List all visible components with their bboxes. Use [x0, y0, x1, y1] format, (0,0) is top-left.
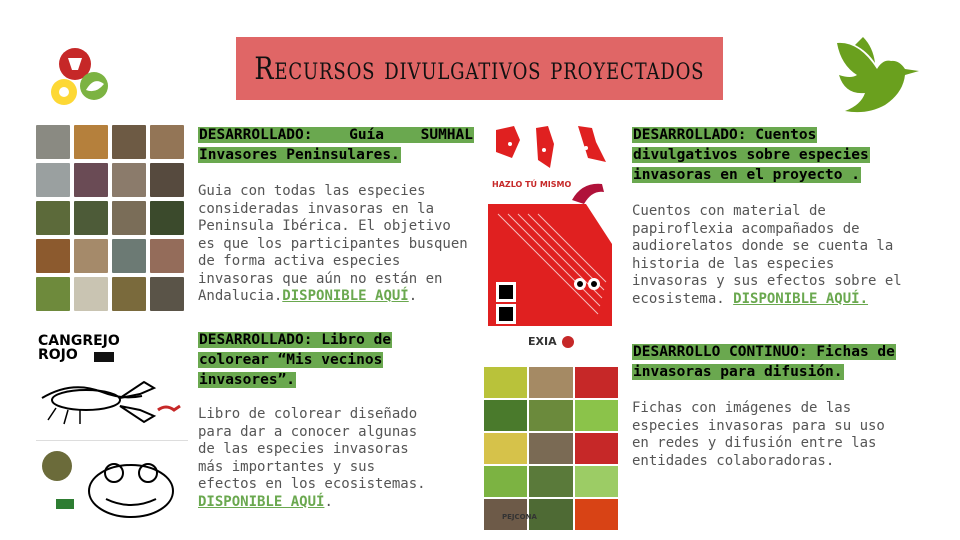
species-thumbnail	[36, 125, 70, 159]
stories-download-link[interactable]: DISPONIBLE AQUÍ.	[733, 290, 869, 307]
toad-drawing	[76, 447, 186, 527]
species-thumbnail	[74, 125, 108, 159]
species-thumbnail	[150, 277, 184, 311]
ficha-card	[529, 433, 572, 464]
section-body: Guia con todas las especies consideradas invasoras en la Peninsula Ibérica. El objetivo es que los participantes busquen de forma activa especies invasoras que aún no están en Andalucia.DISPONIBLE AQUÍ.	[198, 183, 468, 304]
ficha-card	[575, 499, 618, 530]
section-heading: DESARROLLO CONTINUO: Fichas de invasoras para difusión.	[633, 344, 895, 380]
section-coloring-book	[198, 330, 438, 511]
ficha-card	[575, 433, 618, 464]
ficha-card	[575, 466, 618, 497]
species-thumbnail	[150, 239, 184, 273]
coloring-book-title: CANGREJO ROJO	[38, 333, 120, 363]
species-thumbnail	[74, 239, 108, 273]
section-body: Libro de colorear diseñado para dar a conocer algunas de las especies invasoras más importantes y sus efectos en los ecosistemas. DISPONIBLE AQUÍ.	[198, 406, 426, 510]
guide-preview	[36, 125, 186, 311]
coloring-book-download-link[interactable]: DISPONIBLE AQUÍ	[198, 493, 325, 510]
fichas-footer: PEJCONA	[502, 513, 537, 521]
species-thumbnail	[112, 277, 146, 311]
species-thumbnail	[112, 239, 146, 273]
project-logo	[46, 42, 118, 112]
frog-panel	[36, 440, 188, 527]
info-badge	[56, 499, 74, 509]
species-thumbnail	[36, 277, 70, 311]
page-title: Recursos divulgativos proyectados	[254, 50, 705, 87]
section-body: Cuentos con material de papiroflexia acompañados de audiorelatos donde se cuenta la historia de las especies invasoras y sus efectos sobre el ecosistema. DISPONIBLE AQUÍ.	[632, 203, 902, 307]
origami-sheet	[488, 204, 612, 326]
origami-preview	[486, 122, 616, 328]
species-thumbnail	[112, 163, 146, 197]
species-thumbnail	[150, 163, 184, 197]
fichas-brand: EXIA	[528, 335, 557, 348]
section-heading: DESARROLLADO: Cuentos divulgativos sobre especies invasoras en el proyecto .	[633, 127, 869, 183]
species-thumbnail	[36, 163, 70, 197]
ficha-card	[484, 433, 527, 464]
info-label	[94, 352, 114, 362]
species-thumbnail	[36, 239, 70, 273]
fichas-preview	[484, 333, 618, 526]
fichas-logo	[562, 336, 574, 348]
species-thumbnail	[150, 125, 184, 159]
species-thumbnail	[74, 277, 108, 311]
ficha-card	[484, 400, 527, 431]
title-box	[236, 37, 723, 100]
ficha-card	[484, 367, 527, 398]
ficha-card	[529, 466, 572, 497]
guide-download-link[interactable]: DISPONIBLE AQUÍ	[282, 288, 409, 304]
species-thumbnail	[74, 163, 108, 197]
section-heading: DESARROLLADO: Guía SUMHAL Invasores Peninsulares.	[199, 127, 473, 163]
frog-photo	[42, 451, 72, 481]
crayfish-drawing	[36, 362, 188, 434]
ficha-card	[484, 466, 527, 497]
section-fichas	[632, 342, 908, 470]
fichas-grid	[484, 367, 618, 530]
section-stories	[632, 125, 908, 308]
section-guide	[198, 125, 474, 306]
craft-caption: HAZLO TÚ MISMO	[492, 180, 572, 189]
bird-icon	[833, 31, 923, 113]
species-thumbnail	[74, 201, 108, 235]
species-thumbnail	[112, 201, 146, 235]
species-thumbnail	[36, 201, 70, 235]
species-thumbnail	[112, 125, 146, 159]
ficha-card	[529, 400, 572, 431]
crayfish-pieces	[486, 122, 616, 180]
coloring-book-preview	[36, 332, 188, 526]
species-thumbnail	[150, 201, 184, 235]
ficha-card	[575, 400, 618, 431]
ficha-card	[529, 367, 572, 398]
section-body: Fichas con imágenes de las especies invasoras para su uso en redes y difusión entre las entidades colaboradoras.	[632, 400, 885, 469]
ficha-card	[575, 367, 618, 398]
section-heading: DESARROLLADO: Libro de colorear “Mis vecinos invasores”.	[199, 332, 392, 388]
